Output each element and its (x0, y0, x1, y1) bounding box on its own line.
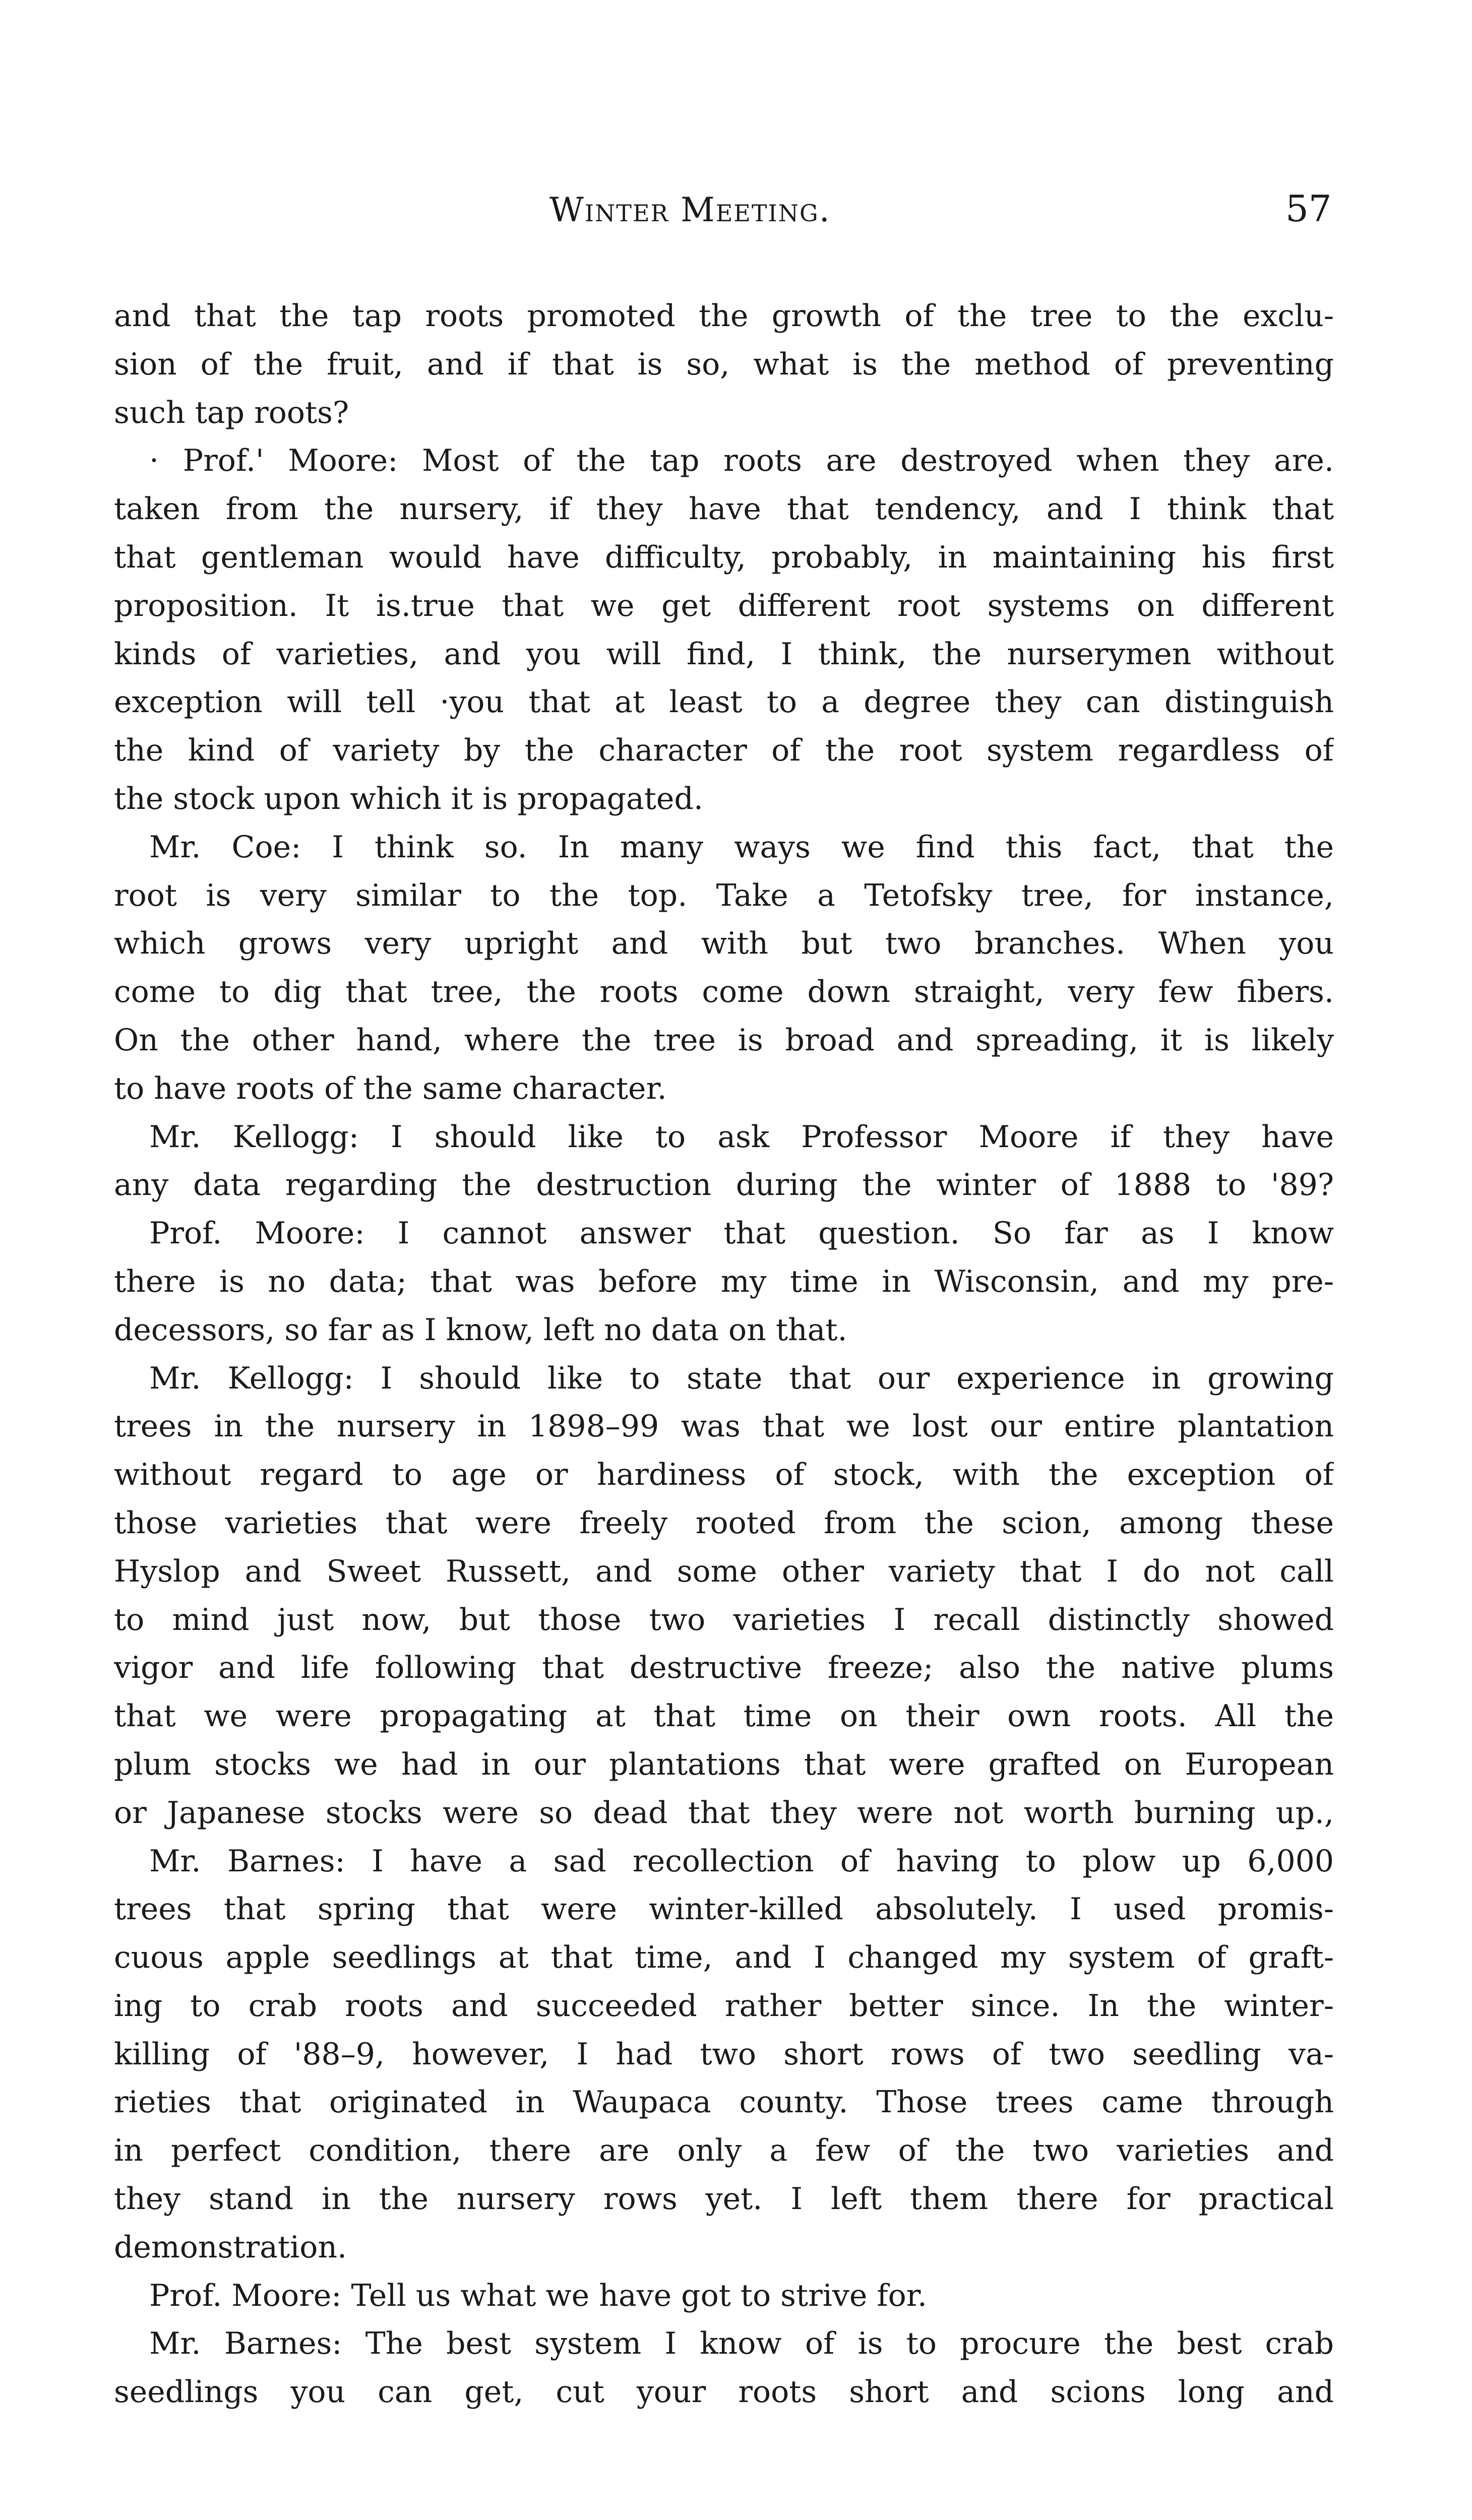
text-line: which grows very upright and with but two branches. When you (114, 926, 1334, 962)
text-line: demonstration. (114, 2229, 347, 2265)
text-line: rieties that originated in Waupaca county. Those trees came through (114, 2085, 1334, 2120)
text-line: Prof. Moore: Tell us what we have got to strive for. (149, 2278, 927, 2313)
text-line: Mr. Barnes: The best system I know of is to procure the best crab (149, 2326, 1334, 2362)
text-line: sion of the fruit, and if that is so, what is the method of preventing (114, 346, 1334, 382)
text-line: Mr. Coe: I think so. In many ways we find this fact, that the (149, 829, 1334, 865)
text-line: trees that spring that were winter-killed absolutely. I used promis- (114, 1892, 1334, 1927)
text-line: the stock upon which it is propagated. (114, 781, 703, 816)
text-line: Hyslop and Sweet Russett, and some other variety that I do not call (114, 1553, 1334, 1589)
text-line: that we were propagating at that time on their own roots. All the (114, 1698, 1334, 1734)
text-line: and that the tap roots promoted the growth of the tree to the exclu- (114, 298, 1334, 334)
text-line: trees in the nursery in 1898–99 was that we lost our entire plantation (114, 1409, 1334, 1444)
text-line: root is very similar to the top. Take a Tetofsky tree, for instance, (114, 877, 1334, 913)
text-line: Prof. Moore: I cannot answer that question. So far as I know (149, 1216, 1334, 1251)
body-text (114, 292, 1334, 2417)
text-line: kinds of varieties, and you will find, I think, the nurserymen without (114, 636, 1334, 672)
text-line: there is no data; that was before my time in Wisconsin, and my pre- (114, 1264, 1334, 1299)
text-line: Mr. Kellogg: I should like to ask Professor Moore if they have (149, 1119, 1334, 1155)
text-line: proposition. It is.true that we get different root systems on different (114, 588, 1334, 623)
page-number: 57 (1285, 187, 1332, 230)
text-line: the kind of variety by the character of the root system regardless of (114, 733, 1334, 769)
text-line: Mr. Kellogg: I should like to state that our experience in growing (149, 1360, 1334, 1396)
text-line: without regard to age or hardiness of stock, with the exception of (114, 1457, 1334, 1493)
text-line: such tap roots? (114, 395, 349, 430)
text-line: seedlings you can get, cut your roots short and scions long and (114, 2374, 1334, 2410)
text-line: they stand in the nursery rows yet. I left them there for practical (114, 2181, 1334, 2217)
text-line: · Prof.' Moore: Most of the tap roots are destroyed when they are. (149, 443, 1334, 479)
text-line: come to dig that tree, the roots come down straight, very few fibers. (114, 974, 1334, 1010)
text-line: in perfect condition, there are only a few of the two varieties and (114, 2133, 1334, 2169)
text-line: Mr. Barnes: I have a sad recollection of having to plow up 6,000 (149, 1843, 1334, 1879)
text-line: vigor and life following that destructive freeze; also the native plums (114, 1650, 1334, 1686)
text-line: to mind just now, but those two varieties I recall distinctly showed (114, 1602, 1334, 1637)
text-line: to have roots of the same character. (114, 1070, 667, 1106)
text-line: plum stocks we had in our plantations that were grafted on European (114, 1746, 1334, 1782)
running-title: Winter Meeting. (549, 191, 831, 229)
text-line: or Japanese stocks were so dead that they were not worth burning up., (114, 1795, 1334, 1831)
text-line: killing of '88–9, however, I had two short rows of two seedling va- (114, 2036, 1334, 2072)
text-line: decessors, so far as I know, left no data on that. (114, 1312, 847, 1348)
text-line: any data regarding the destruction during the winter of 1888 to '89? (114, 1167, 1334, 1203)
text-line: On the other hand, where the tree is broad and spreading, it is likely (114, 1022, 1334, 1058)
text-line: taken from the nursery, if they have that tendency, and I think that (114, 491, 1334, 527)
text-line: ing to crab roots and succeeded rather better since. In the winter- (114, 1988, 1334, 2024)
text-line: those varieties that were freely rooted from the scion, among these (114, 1505, 1334, 1541)
text-line: exception will tell ·you that at least to a degree they can distinguish (114, 684, 1334, 720)
text-line: that gentleman would have difficulty, probably, in maintaining his first (114, 539, 1334, 575)
text-line: cuous apple seedlings at that time, and I changed my system of graft- (114, 1940, 1334, 1976)
